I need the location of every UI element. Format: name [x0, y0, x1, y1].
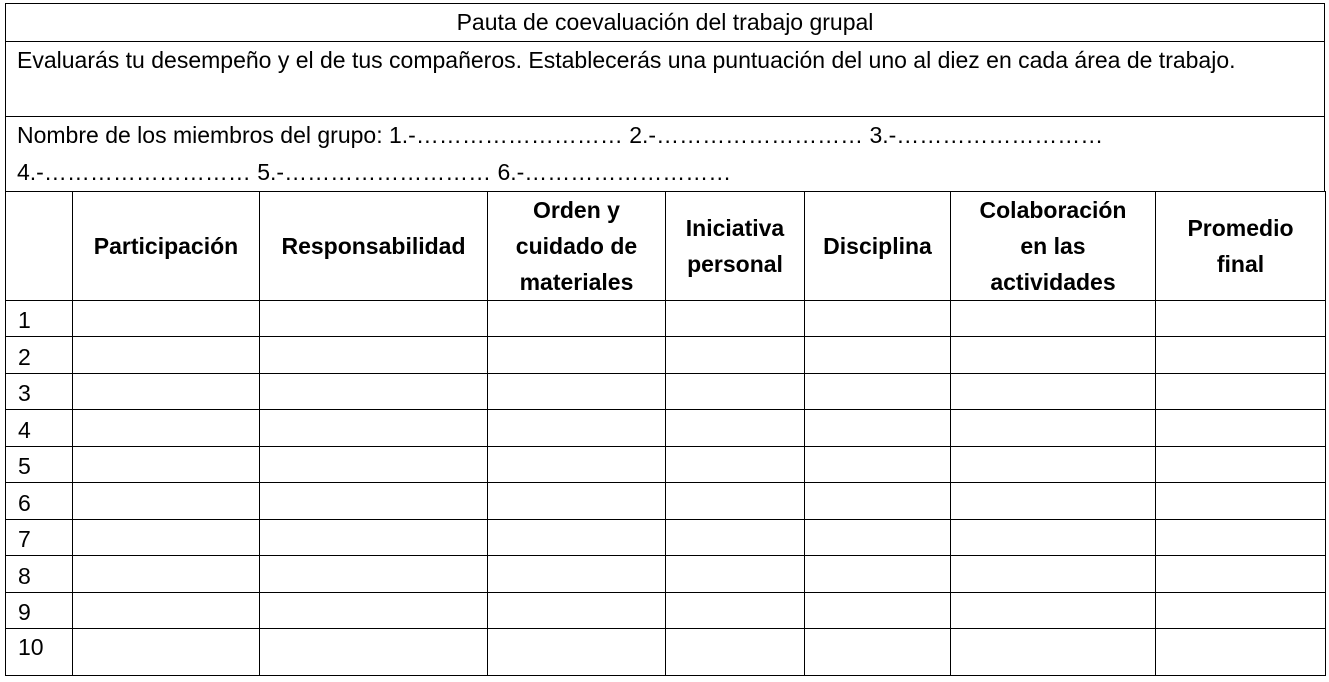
score-cell[interactable]: [805, 337, 951, 374]
score-cell[interactable]: [488, 410, 666, 447]
score-cell[interactable]: [805, 373, 951, 410]
score-cell[interactable]: [1156, 446, 1326, 483]
score-cell[interactable]: [951, 519, 1156, 556]
row-number: 10: [6, 629, 73, 676]
column-header: Colaboración en las actividades: [951, 191, 1156, 300]
score-cell[interactable]: [805, 556, 951, 593]
row-number: 7: [6, 519, 73, 556]
score-cell[interactable]: [260, 556, 488, 593]
table-header-row: [6, 191, 1326, 300]
score-cell[interactable]: [260, 337, 488, 374]
table-row: [6, 592, 1326, 629]
score-cell[interactable]: [805, 446, 951, 483]
table-row: [6, 337, 1326, 374]
header-corner-cell: [6, 191, 73, 300]
document-title: Pauta de coevaluación del trabajo grupal: [6, 4, 1325, 42]
score-cell[interactable]: [73, 629, 260, 676]
score-cell[interactable]: [488, 446, 666, 483]
score-cell[interactable]: [73, 556, 260, 593]
score-cell[interactable]: [805, 300, 951, 337]
score-cell[interactable]: [666, 556, 805, 593]
row-number: 9: [6, 592, 73, 629]
score-cell[interactable]: [1156, 556, 1326, 593]
score-cell[interactable]: [1156, 373, 1326, 410]
score-cell[interactable]: [951, 410, 1156, 447]
score-cell[interactable]: [260, 446, 488, 483]
score-cell[interactable]: [666, 592, 805, 629]
score-cell[interactable]: [1156, 337, 1326, 374]
score-cell[interactable]: [73, 446, 260, 483]
score-cell[interactable]: [1156, 483, 1326, 520]
score-cell[interactable]: [488, 592, 666, 629]
column-header: Iniciativa personal: [666, 191, 805, 300]
score-cell[interactable]: [666, 300, 805, 337]
score-cell[interactable]: [488, 373, 666, 410]
score-cell[interactable]: [805, 592, 951, 629]
score-cell[interactable]: [951, 300, 1156, 337]
score-cell[interactable]: [805, 629, 951, 676]
score-cell[interactable]: [488, 483, 666, 520]
score-cell[interactable]: [666, 519, 805, 556]
score-cell[interactable]: [951, 629, 1156, 676]
header-box: [5, 3, 1325, 192]
score-cell[interactable]: [951, 556, 1156, 593]
score-cell[interactable]: [73, 337, 260, 374]
table-row: [6, 446, 1326, 483]
column-header: Orden y cuidado de materiales: [488, 191, 666, 300]
score-cell[interactable]: [951, 592, 1156, 629]
row-number: 3: [6, 373, 73, 410]
column-header: Promedio final: [1156, 191, 1326, 300]
score-cell[interactable]: [73, 410, 260, 447]
table-row: [6, 300, 1326, 337]
score-cell[interactable]: [805, 483, 951, 520]
row-number: 1: [6, 300, 73, 337]
score-cell[interactable]: [488, 300, 666, 337]
row-number: 8: [6, 556, 73, 593]
score-cell[interactable]: [666, 446, 805, 483]
score-cell[interactable]: [1156, 410, 1326, 447]
score-cell[interactable]: [951, 483, 1156, 520]
score-cell[interactable]: [1156, 300, 1326, 337]
score-cell[interactable]: [73, 373, 260, 410]
table-row: [6, 519, 1326, 556]
coevaluation-sheet: [5, 3, 1325, 676]
score-cell[interactable]: [73, 300, 260, 337]
table-row: [6, 629, 1326, 676]
score-cell[interactable]: [73, 483, 260, 520]
row-number: 5: [6, 446, 73, 483]
column-header: Responsabilidad: [260, 191, 488, 300]
row-number: 2: [6, 337, 73, 374]
score-cell[interactable]: [260, 373, 488, 410]
score-cell[interactable]: [666, 629, 805, 676]
instructions-text: Evaluarás tu desempeño y el de tus compañeros. Establecerás una puntuación del uno al diez en cada área de trabajo.: [6, 42, 1325, 117]
score-cell[interactable]: [260, 629, 488, 676]
table-row: [6, 373, 1326, 410]
score-cell[interactable]: [666, 483, 805, 520]
score-cell[interactable]: [1156, 592, 1326, 629]
score-cell[interactable]: [260, 410, 488, 447]
score-cell[interactable]: [73, 592, 260, 629]
evaluation-table: [5, 191, 1326, 677]
score-cell[interactable]: [488, 629, 666, 676]
table-body: [6, 300, 1326, 676]
score-cell[interactable]: [805, 519, 951, 556]
score-cell[interactable]: [666, 337, 805, 374]
score-cell[interactable]: [488, 519, 666, 556]
group-members-line: Nombre de los miembros del grupo: 1.-……………………… 2.-……………………… 3.-……………………… 4.-……………………… 5.-……………………… 6.-………………………: [6, 117, 1325, 192]
score-cell[interactable]: [951, 446, 1156, 483]
score-cell[interactable]: [951, 337, 1156, 374]
score-cell[interactable]: [805, 410, 951, 447]
score-cell[interactable]: [488, 556, 666, 593]
column-header: Participación: [73, 191, 260, 300]
score-cell[interactable]: [73, 519, 260, 556]
score-cell[interactable]: [1156, 629, 1326, 676]
score-cell[interactable]: [1156, 519, 1326, 556]
score-cell[interactable]: [951, 373, 1156, 410]
score-cell[interactable]: [260, 300, 488, 337]
score-cell[interactable]: [260, 519, 488, 556]
score-cell[interactable]: [666, 373, 805, 410]
column-header: Disciplina: [805, 191, 951, 300]
score-cell[interactable]: [666, 410, 805, 447]
score-cell[interactable]: [260, 592, 488, 629]
score-cell[interactable]: [488, 337, 666, 374]
row-number: 6: [6, 483, 73, 520]
table-row: [6, 483, 1326, 520]
table-row: [6, 410, 1326, 447]
table-row: [6, 556, 1326, 593]
score-cell[interactable]: [260, 483, 488, 520]
row-number: 4: [6, 410, 73, 447]
